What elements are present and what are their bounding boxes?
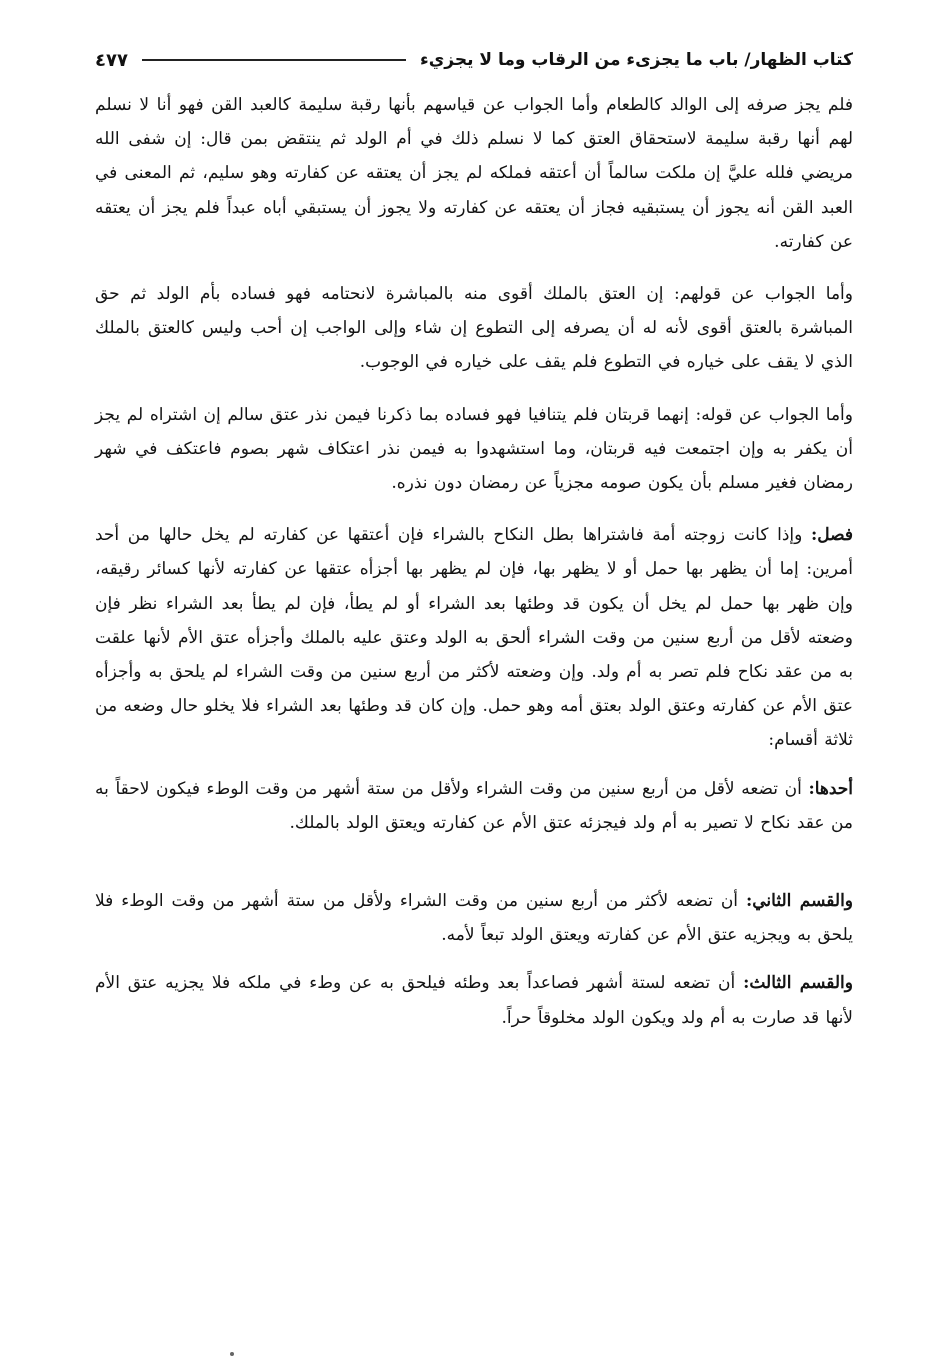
section-lead: والقسم الثاني: <box>745 891 853 912</box>
paragraph-text: أن تضعه لستة أشهر فصاعداً بعد وطئه فيلحق به عن وطء في ملكه فلا يجزيه عتق الأم لأنها قد صارت به أم ولد ويكون الولد مخلوقاً حراً. <box>95 973 853 1028</box>
paragraph-spacer <box>95 758 853 772</box>
section-first <box>95 772 853 840</box>
paragraph-text: أن تضعه لأقل من أربع سنين من وقت الشراء ولأقل من ستة أشهر من وقت الوطء فيكون لاحقاً به من عقد نكاح لا تصير به أم ولد فيجزئه عتق الأم عن كفارته ويعتق الولد بالملك. <box>95 778 853 833</box>
book-page <box>95 40 853 1035</box>
section-second <box>95 884 853 952</box>
page-number: ٤٧٧ <box>95 49 128 71</box>
paragraph-text: وأما الجواب عن قولهم: إن العتق بالملك أقوى منه بالمباشرة لانحتامه فهو فساده بأم الولد ثم حق المباشرة بالعتق أقوى لأنه له أن يصرفه إلى التطوع إن شاء وإلى الواجب إن أحب وليس كالعتق بالملك الذي لا يقف على خياره في التطوع فلم يقف على خياره في الوجوب. <box>95 284 853 373</box>
section-third <box>95 966 853 1034</box>
running-header <box>95 40 853 80</box>
paragraph-2 <box>95 277 853 380</box>
paragraph-text: وإذا كانت زوجته أمة فاشتراها بطل النكاح بالشراء فإن أعتقها عن كفارته لم يخل حالها من أحد أمرين: إما أن يظهر بها حمل أو لا يظهر بها، فإن لم يظهر بها أجزأه عتقها عن كفارته لأنها كسائر رقيقه، وإن ظهر بها حمل لم يخل أن يكون قد وطئها بعد الشراء أو لم يطأ، فإن لم يطأ بعد الشراء نظر فإن وضعته لأقل من أربع سنين من وقت الشراء ألحق به الولد وعتق عليه بالملك وأجزأه عتق الأم لأنها علقت به من عقد نكاح فلم تصر به أم ولد. وإن وضعته لأكثر من أربع سنين من وقت الشراء لم يلحق به وأجزأه عتق الأم عن كفارته وعتق الولد بعتق أمه وهو حمل. وإن كان قد وطئها بعد الشراء فلا يخلو حال وضعه من ثلاثة أقسام: <box>95 525 854 751</box>
paragraph-text: فلم يجز صرفه إلى الوالد كالطعام وأما الجواب عن قياسهم بأنها رقبة سليمة كالعبد القن فهو أنا لا نسلم لهم أنها رقبة سليمة لاستحقاق العتق كما لا نسلم ذلك في أم الولد ثم ينتقض بمن قال: إن شفى الله مريضي فلله عليَّ إن ملكت سالماً أن أعتقه فملكه لم يجز أن يعتقه عن كفارته وهو سليم، ثم المعنى في العبد القن أنه يجوز أن يستبقيه فجاز أن يعتقه عن كفارته ولا يجوز أن يستبقي أباه عبداً فلم يجز أن يعتقه عن كفارته. <box>95 95 854 252</box>
header-title: كتاب الظهار/ باب ما يجزىء من الرقاب وما لا يجزيء <box>420 50 853 70</box>
paragraph-1 <box>95 88 853 259</box>
paragraph-spacer <box>95 259 853 277</box>
paragraph-text: وأما الجواب عن قوله: إنهما قربتان فلم يتنافيا فهو فساده بما ذكرنا فيمن نذر عتق سالم إن اشتراه لم يجز أن يكفر به وإن اجتمعت فيه قربتان، وما استشهدوا به فيمن نذر اعتكاف شهر بصوم فاعتكف في شهر رمضان فغير مسلم بأن يكون صومه مجزياً عن رمضان دون نذره. <box>95 404 853 494</box>
section-lead: فصل: <box>810 525 854 546</box>
scan-speck <box>230 1352 234 1356</box>
section-lead: والقسم الثالث: <box>743 973 853 994</box>
paragraph-text: أن تضعه لأكثر من أربع سنين من وقت الشراء ولأقل من ستة أشهر من وقت الوطء فلا يلحق به ويجزيه عتق الأم عن كفارته ويعتق الولد تبعاً لأمه. <box>95 891 853 946</box>
paragraph-spacer <box>95 380 853 398</box>
paragraph-spacer <box>95 840 853 884</box>
paragraph-spacer <box>95 952 853 966</box>
paragraph-spacer <box>95 500 853 518</box>
header-rule <box>142 59 406 61</box>
section-fasl <box>95 518 853 757</box>
paragraph-3 <box>95 398 853 501</box>
section-lead: أحدها: <box>808 778 854 799</box>
